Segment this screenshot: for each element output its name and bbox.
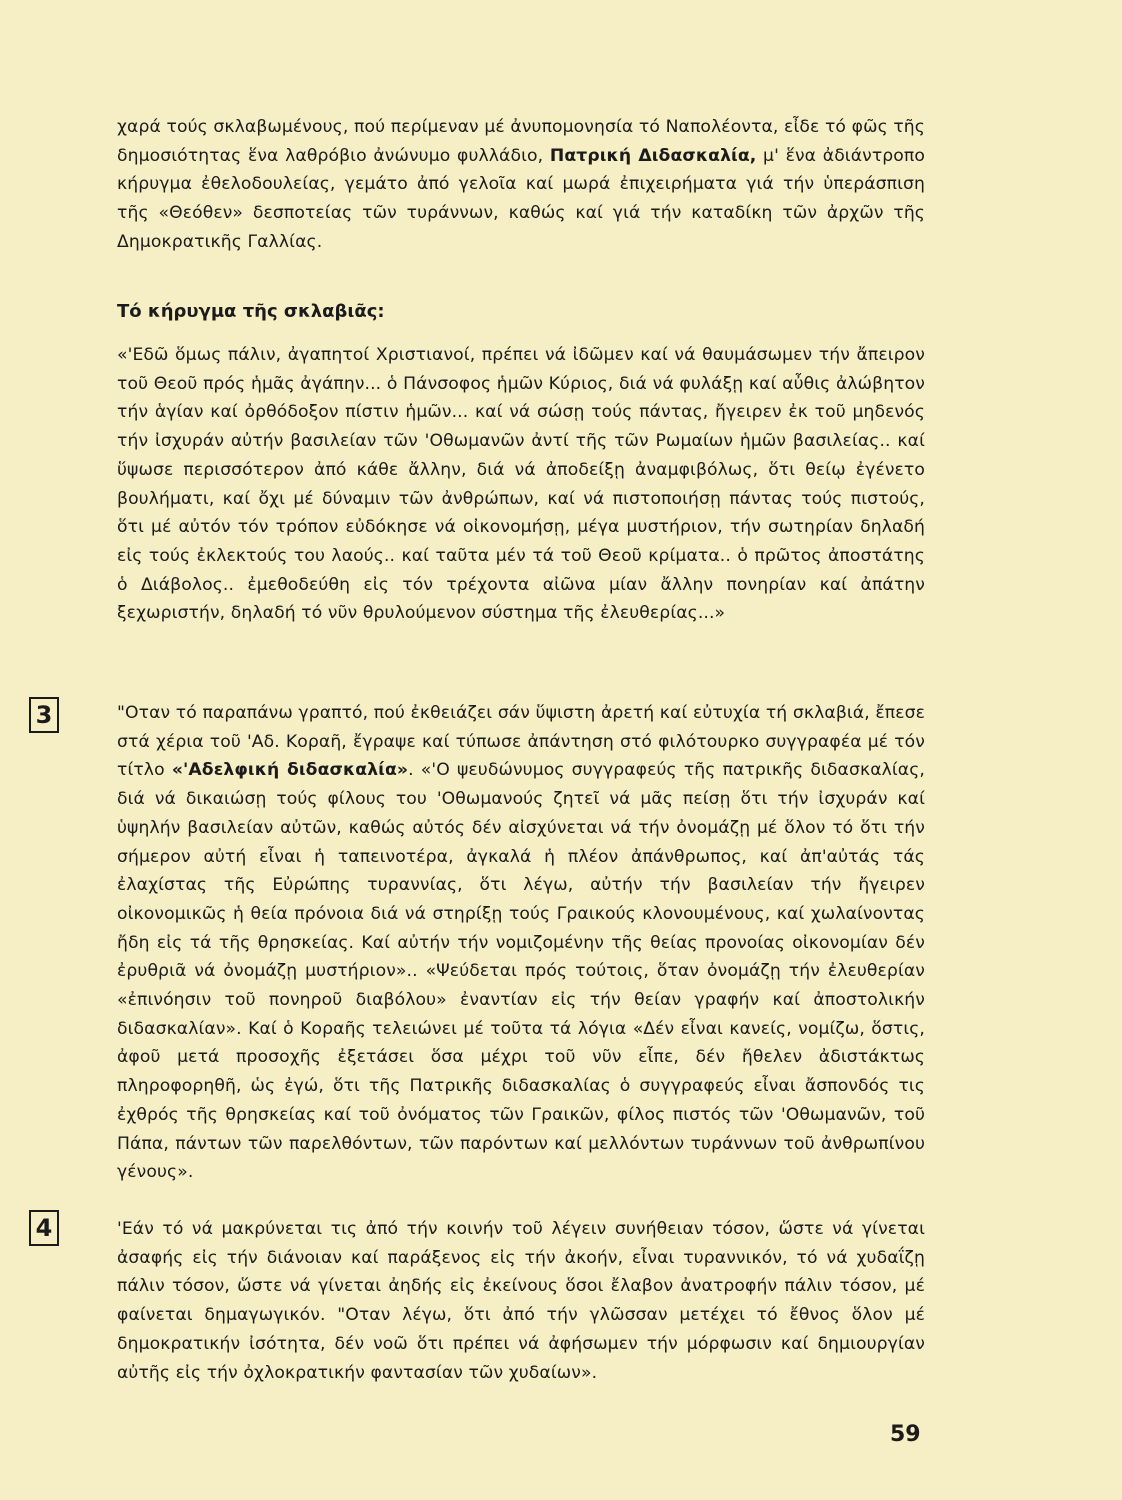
intro-paragraph <box>117 113 925 257</box>
section-3-bold-title: «'Αδελφική διδασκαλία» <box>171 760 409 781</box>
quote-paragraph: «'Εδῶ ὅμως πάλιν, ἀγαπητοί Χριστιανοί, πρέπει νά ἰδῶμεν καί νά θαυμάσωμεν τήν ἄπειρον τοῦ Θεοῦ πρός ἡμᾶς ἀγάπην... ὁ Πάνσοφος ἡμῶν Κύριος, διά νά φυλάξῃ καί αὖθις ἀλώβητον τήν ἁγίαν καί ὀρθόδοξον πίστιν ἡμῶν... καί νά σώσῃ τούς πάντας, ἤγειρεν ἐκ τοῦ μηδενός τήν ἰσχυράν αὐτήν βασιλείαν τῶν 'Οθωμανῶν ἀντί τῆς τῶν Ρωμαίων ἡμῶν βασιλείας.. καί ὕψωσε περισσότερον ἀπό κάθε ἄλλην, διά νά ἀποδείξῃ ἀναμφιβόλως, ὅτι θείῳ ἐγένετο βουλήματι, καί ὄχι μέ δύναμιν τῶν ἀνθρώπων, καί νά πιστοποιήσῃ πάντας τούς πιστούς, ὅτι μέ αὐτόν τόν τρόπον εὐδόκησε νά οἰκονομήσῃ, μέγα μυστήριον, τήν σωτηρίαν δηλαδή εἰς τούς ἐκλεκτούς του λαούς.. καί ταῦτα μέν τά τοῦ Θεοῦ κρίματα.. ὁ πρῶτος ἀποστάτης ὁ Διάβολος.. ἐμεθοδεύθη εἰς τόν τρέχοντα αἰῶνα μίαν ἄλλην πονηρίαν καί ἀπάτην ξεχωριστήν, δηλαδή τό νῦν θρυλούμενον σύστημα τῆς ἐλευθερίας...» <box>117 345 925 624</box>
intro-bold-title: Πατρική Διδασκαλία, <box>549 145 757 166</box>
section-3-text-end: . «'Ο ψευδώνυμος συγγραφεύς τῆς πατρικῆς διδασκαλίας, διά νά δικαιώσῃ τούς φίλους του 'Οθωμανούς ζητεῖ νά μᾶς πείσῃ ὅτι τήν ἰσχυράν καί ὑψηλήν βασιλείαν αὐτῶν, καθώς αὐτός δέν αἰσχύνεται νά τήν ὀνομάζῃ μέ ὅλον τό ὅτι τήν σήμερον αὐτή εἶναι ἡ ταπεινοτέρα, ἀγκαλά ἡ πλέον ἀπάνθρωπος, καί ἀπ'αὐτάς τάς ἐλαχίστας τῆς Εὐρώπης τυραννίας, ὅτι λέγω, αὐτήν τήν βασιλείαν τήν ἤγειρεν οἰκονομικῶς ἡ θεία πρόνοια διά νά στηρίξῃ τούς Γραικούς κλονουμένους, καί χωλαίνοντας ἤδη εἰς τά τῆς θρησκείας. Καί αὐτήν τήν νομιζομένην τῆς θείας προνοίας οἰκονομίαν δέν ἐρυθριᾶ νά ὀνομάζῃ μυστήριον».. «Ψεύδεται πρός τούτοις, ὅταν ὀνομάζῃ τήν ἐλευθερίαν «ἐπινόησιν τοῦ πονηροῦ διαβόλου» ἐναντίαν εἰς τήν θείαν γραφήν καί ἀποστολικήν διδασκαλίαν». Καί ὁ Κοραῆς τελειώνει μέ τοῦτα τά λόγια «Δέν εἶναι κανείς, νομίζω, ὅστις, ἀφοῦ μετά προσοχῆς ἐξετάσει ὅσα μέχρι τοῦ νῦν εἶπε, δέν ἤθελεν ἀδιστάκτως πληροφορηθῆ, ὡς ἐγώ, ὅτι τῆς Πατρικῆς διδασκαλίας ὁ συγγραφεύς εἶναι ἄσπονδός τις ἐχθρός τῆς θρησκείας καί τοῦ ὀνόματος τῶν Γραικῶν, φίλος πιστός τῶν 'Οθωμανῶν, τοῦ Πάπα, πάντων τῶν παρελθόντων, τῶν παρόντων καί μελλόντων τυράννων τοῦ ἀνθρωπίνου γένους». <box>117 760 925 1183</box>
section-3-paragraph <box>117 699 925 1187</box>
intro-text-start: χαρά τούς σκλαβωμένους, πού περίμεναν μέ ἀνυπομονησία τό Ναπολέοντα, εἶδε τό φῶς τῆς δημοσιότητας ἕνα λαθρόβιο ἀνώνυμο φυλλάδιο, <box>117 117 925 166</box>
intro-text-end: μ' ἕνα ἀδιάντροπο κήρυγμα ἐθελοδουλείας, γεμάτο ἀπό γελοῖα καί μωρά ἐπιχειρήματα γιά τήν ὑπεράσπιση τῆς «Θεόθεν» δεσποτείας τῶν τυράννων, καθώς καί γιά τήν καταδίκη τῶν ἀρχῶν τῆς Δημοκρατικῆς Γαλλίας. <box>117 145 925 252</box>
section-marker-4: 4 <box>29 1210 59 1246</box>
section-3-text-start: "Οταν τό παραπάνω γραπτό, πού ἐκθειάζει σάν ὕψιστη ἀρετή καί εὐτυχία τή σκλαβιά, ἔπεσε στά χέρια τοῦ 'Αδ. Κοραῆ, ἔγραψε καί τύπωσε ἀπάντηση στό φιλότουρκο συγγραφέα μέ τόν τίτλο <box>117 703 925 781</box>
section-heading: Τό κήρυγμα τῆς σκλαβιᾶς: <box>117 301 385 322</box>
page-number: 59 <box>890 1422 921 1447</box>
section-4-paragraph: 'Εάν τό νά μακρύνεται τις ἀπό τήν κοινήν τοῦ λέγειν συνήθειαν τόσον, ὥστε νά γίνεται ἀσαφής εἰς τήν διάνοιαν καί παράξενος εἰς τήν ἀκοήν, εἶναι τυραννικόν, τό νά χυδαΐζῃ πάλιν τόσον, ὥστε νά γίνεται ἀηδής εἰς ἐκείνους ὅσοι ἔλαβον ἀνατροφήν πάλιν τόσον, μέ φαίνεται δημαγωγικόν. "Οταν λέγω, ὅτι ἀπό τήν γλῶσσαν μετέχει τό ἔθνος ὅλον μέ δημοκρατικήν ἰσότητα, δέν νοῶ ὅτι πρέπει νά ἀφήσωμεν τήν μόρφωσιν καί δημιουργίαν αὐτῆς εἰς τήν ὀχλοκρατικήν φαντασίαν τῶν χυδαίων». <box>117 1219 925 1383</box>
section-marker-3: 3 <box>29 697 59 733</box>
